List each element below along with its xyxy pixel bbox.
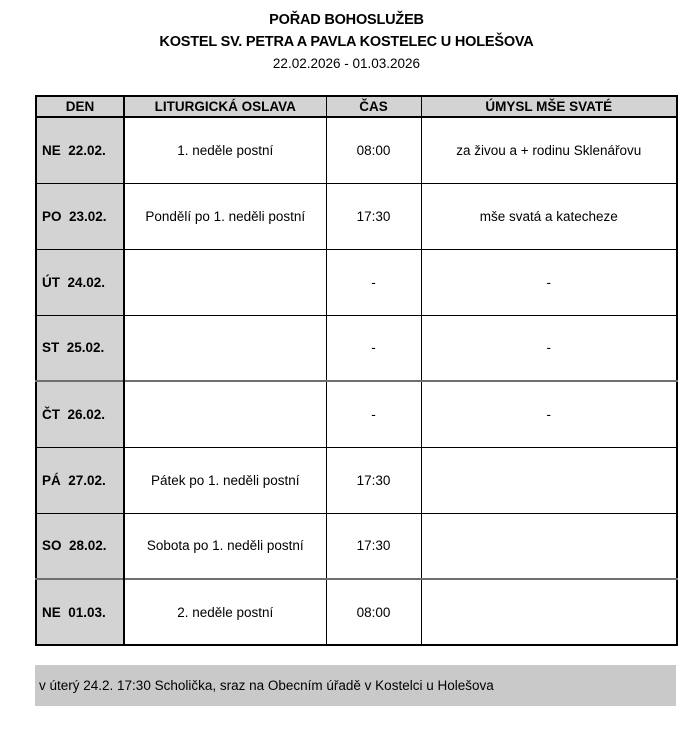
title-block: [0, 9, 693, 74]
table-body: [36, 117, 677, 645]
time-cell: -: [326, 249, 421, 315]
time-cell: 17:30: [326, 447, 421, 513]
time-cell: 17:30: [326, 183, 421, 249]
column-header-time: ČAS: [326, 96, 421, 117]
mass-intention-cell: [421, 513, 677, 579]
liturgical-celebration-cell: [124, 381, 326, 447]
mass-intention-cell: [421, 447, 677, 513]
table-row: [36, 183, 677, 249]
day-cell: ST 25.02.: [36, 315, 124, 381]
date-range: 22.02.2026 - 01.03.2026: [272, 56, 421, 71]
liturgical-celebration-cell: Sobota po 1. neděli postní: [124, 513, 326, 579]
liturgical-celebration-cell: Pátek po 1. neděli postní: [124, 447, 326, 513]
liturgical-celebration-cell: 2. neděle postní: [124, 579, 326, 645]
table-row: [36, 117, 677, 183]
day-cell: PO 23.02.: [36, 183, 124, 249]
liturgical-celebration-cell: 1. neděle postní: [124, 117, 326, 183]
column-header-mass-intention: ÚMYSL MŠE SVATÉ: [421, 96, 677, 117]
column-header-den: DEN: [36, 96, 124, 117]
mass-intention-cell: za živou a + rodinu Sklenářovu: [421, 117, 677, 183]
table-row: [36, 381, 677, 447]
time-cell: 08:00: [326, 579, 421, 645]
day-cell: SO 28.02.: [36, 513, 124, 579]
table-row: [36, 579, 677, 645]
day-cell: ÚT 24.02.: [36, 249, 124, 315]
document-subtitle: KOSTEL SV. PETRA A PAVLA KOSTELEC U HOLEŠOVA: [159, 34, 534, 50]
time-cell: -: [326, 315, 421, 381]
liturgical-celebration-cell: [124, 315, 326, 381]
table-row: [36, 249, 677, 315]
day-cell: PÁ 27.02.: [36, 447, 124, 513]
time-cell: -: [326, 381, 421, 447]
time-cell: 08:00: [326, 117, 421, 183]
header-row: [36, 96, 677, 117]
table-row: [36, 447, 677, 513]
time-cell: 17:30: [326, 513, 421, 579]
mass-intention-cell: -: [421, 315, 677, 381]
day-cell: ČT 26.02.: [36, 381, 124, 447]
day-cell: NE 22.02.: [36, 117, 124, 183]
table-row: [36, 513, 677, 579]
mass-intention-cell: mše svatá a katecheze: [421, 183, 677, 249]
day-cell: NE 01.03.: [36, 579, 124, 645]
document-title: POŘAD BOHOSLUŽEB: [269, 12, 424, 28]
liturgical-celebration-cell: [124, 249, 326, 315]
column-header-liturgical-celebration: LITURGICKÁ OSLAVA: [124, 96, 326, 117]
mass-intention-cell: -: [421, 381, 677, 447]
table-row: [36, 315, 677, 381]
table-header: [36, 96, 677, 117]
schedule-table: [35, 95, 678, 646]
footer-note: v úterý 24.2. 17:30 Scholička, sraz na Obecním úřadě v Kostelci u Holešova: [35, 665, 676, 706]
mass-intention-cell: -: [421, 249, 677, 315]
liturgical-celebration-cell: Pondělí po 1. neděli postní: [124, 183, 326, 249]
mass-intention-cell: [421, 579, 677, 645]
